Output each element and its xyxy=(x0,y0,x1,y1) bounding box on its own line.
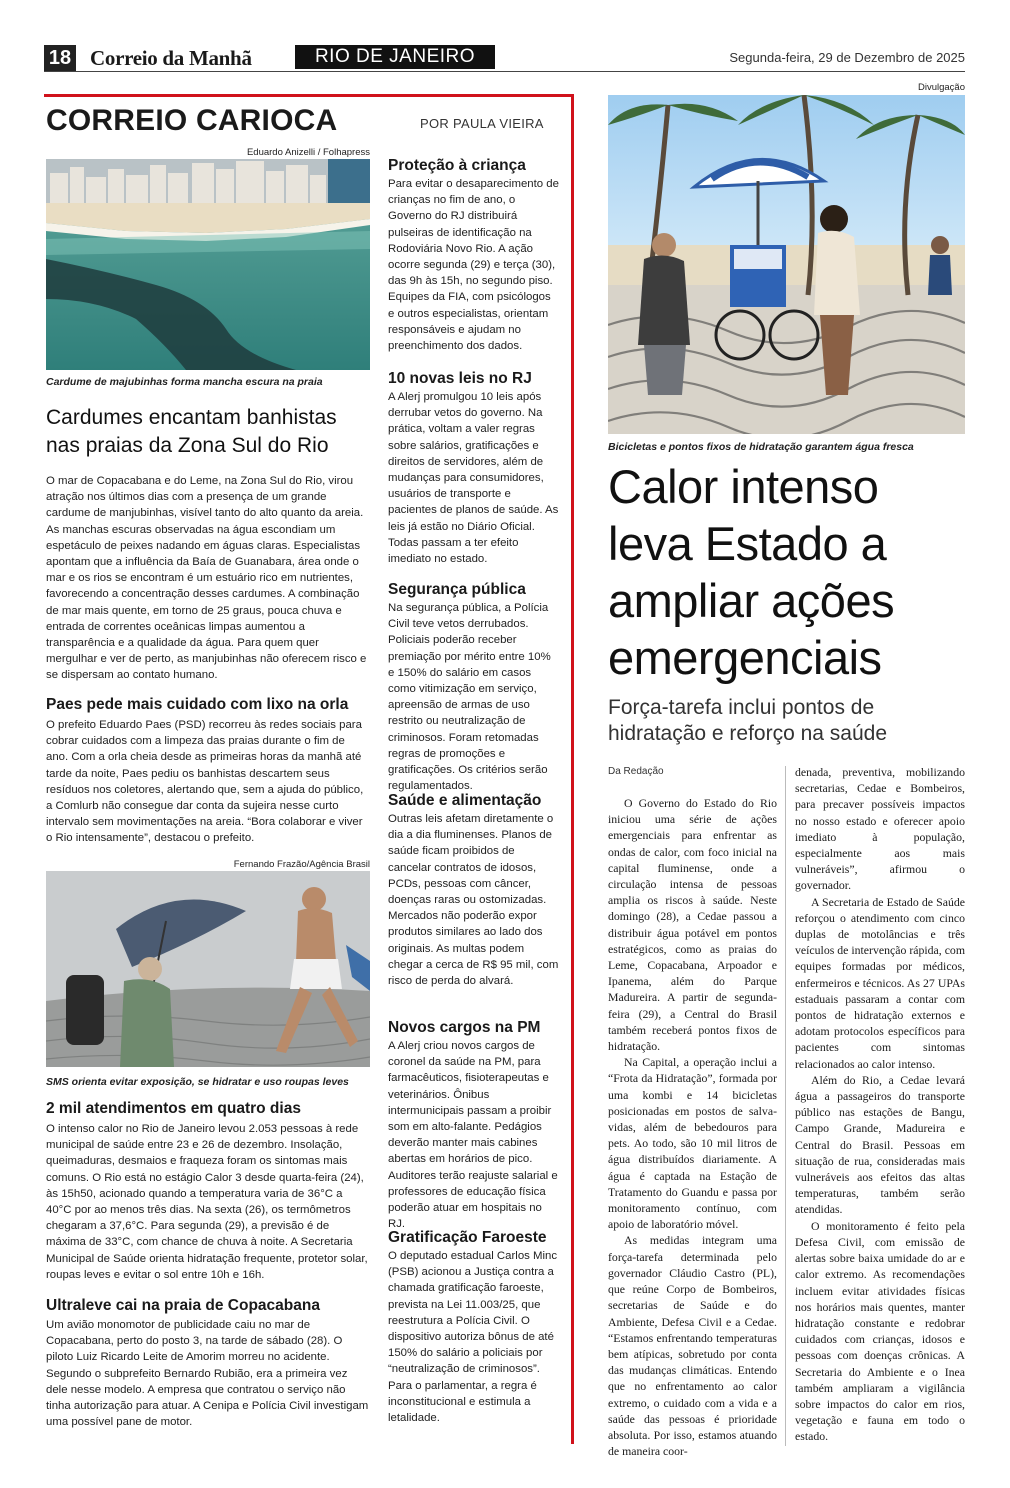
main-byline: Da Redação xyxy=(608,766,664,777)
note xyxy=(388,791,560,1018)
lead-body: O mar de Copacabana e do Leme, na Zona Sul do Rio, virou atração nos últimos dias com a presença de um grande cardume de manjubinhas, visível tanto do alto quanto da areia. As manchas escuras observadas na água escondiam um espetáculo de peixes nadando em águas claras. Especialistas apontam que a influência da Baía de Guanabara, área onde o mar e os rios se encontram é um estuário rico em nutrientes, favorecendo a concentração desses cardumes. A combinação de mar mais quente, em torno de 25 graus, pouca chuva e entrada de correntes oceânicas limpas aumentou a transparência e a qualidade da água. Para quem quer mergulhar e ver de perto, as manjubinhas não oferecem risco e se dispersam ao contato humano. xyxy=(46,475,367,682)
note xyxy=(388,156,560,369)
hydration-photo xyxy=(608,95,965,434)
note xyxy=(388,1228,560,1426)
note-title: Segurança pública xyxy=(388,581,526,598)
beach-aerial-photo xyxy=(46,159,370,370)
column-title: CORREIO CARIOCA xyxy=(46,104,338,137)
lead-headline-line1: Cardumes encantam banhistas xyxy=(46,406,337,429)
note xyxy=(388,1018,560,1231)
atendimentos-body: O intenso calor no Rio de Janeiro levou 2.053 pessoas à rede municipal de saúde entre 23 e 26 de dezembro. Insolação, queimaduras, desmaios e fraqueza foram os sintomas mais comuns. O Rio está no estágio Calor 3 desde quarta-feira (24), às 15h50, acionado quando a temperatura varia de 36°C a 40°C por ao menos três dias. Na sexta (26), os termômetros chegaram a 37,6°C. Para segunda (29), a previsão é de máxima de 33°C, com chance de chuva à noite. A Secretaria Municipal de Saúde orienta hidratação frequente, protetor solar, roupas leves e evitar o sol entre 10h e 16h. xyxy=(46,1123,368,1281)
column-side-rule xyxy=(571,94,574,1444)
photo2-caption: SMS orienta evitar exposição, se hidratar e uso roupas leves xyxy=(46,1076,349,1088)
main-body-col1 xyxy=(608,795,777,1459)
paragraph: A Secretaria de Estado de Saúde reforçou o atendimento com cinco duplas de motolâncias e três veículos de intervenção rápida, com equipes formadas por médicos, enfermeiros e técnicos. As 27 UPAs estaduais passaram a contar com pontos de hidratação externos e adotam protocolos específicos para pacientes com sintomas relacionados ao calor intenso. xyxy=(795,894,966,1071)
column-byline: POR PAULA VIEIRA xyxy=(420,116,544,131)
issue-date: Segunda-feira, 29 de Dezembro de 2025 xyxy=(729,50,965,65)
section-tag: RIO DE JANEIRO xyxy=(295,45,495,69)
umbrella-photo xyxy=(46,871,370,1067)
hydration-illustration xyxy=(608,95,965,434)
masthead-logo: Correio da Manhã xyxy=(90,46,252,70)
photo1-credit: Eduardo Anizelli / Folhapress xyxy=(246,147,370,158)
note-body: Outras leis afetam diretamente o dia a dia fluminenses. Planos de saúde ficam proibidos de cancelar contratos de idosos, PCDs, pessoas com câncer, doenças raras ou ostomizadas. Mercados não poderão expor produtos similares ao lado dos originais. As multas podem chegar a cerca de R$ 95 mil, com risco de perda do alvará. xyxy=(388,813,559,988)
main-headline: Calor intenso leva Estado a ampliar ações emergenciais xyxy=(608,460,895,684)
paragraph: Na Capital, a operação inclui a “Frota da Hidratação”, formada por uma kombi e 14 bicicletas posicionadas em postos de salva-vidas, além de bebedouros para pets. Ao todo, são 10 mil litros de água distribuídos diariamente. A água é captada na Estação de Tratamento do Guandu e passa por monitoramento contínuo, com apoio de laboratório móvel. xyxy=(608,1055,777,1232)
atendimentos-title: 2 mil atendimentos em quatro dias xyxy=(46,1100,301,1117)
photo2-credit: Fernando Frazão/Agência Brasil xyxy=(233,859,370,870)
note-body: O deputado estadual Carlos Minc (PSB) acionou a Justiça contra a chamada gratificação faroeste, prevista na Lei 11.003/25, que reestrutura a Polícia Civil. O dispositivo autoriza bônus de até 150% do salário a policiais por “neutralização de criminosos”. Para o parlamentar, a regra é inconstitucional e estimula a letalidade. xyxy=(388,1250,558,1425)
note-title: Novos cargos na PM xyxy=(388,1019,541,1036)
notes-column xyxy=(388,156,560,1426)
note xyxy=(388,580,560,791)
note xyxy=(388,369,560,580)
ultraleve-body: Um avião monomotor de publicidade caiu no mar de Copacabana, perto do posto 3, na tarde de sábado (28). O piloto Luiz Ricardo Leite de Amorim morreu no acidente. Segundo o subprefeito Bernardo Rubião, era a primeira vez dele nesse modelo. A empresa que contratou o serviço não tinha autorização para atuar. A Cenipa e Polícia Civil investigam uma possível pane de motor. xyxy=(46,1319,369,1429)
note-title: Proteção à criança xyxy=(388,157,526,174)
page-number: 18 xyxy=(44,45,76,71)
paes-body: O prefeito Eduardo Paes (PSD) recorreu às redes sociais para cobrar cuidados com a limpeza das praias durante o fim de ano. Com a orla cheia desde as primeiras horas da manhã até tarde da noite, Paes pediu os banhistas descartem seus resíduos nos coletores, alertando que, sem a ajuda do público, a Comlurb não consegue dar conta da sujeira nesse curto intervalo sem movimentações na areia. “Bora colaborar e viver o Rio intensamente”, destacou o prefeito. xyxy=(46,719,364,845)
umbrella-illustration xyxy=(46,871,370,1067)
main-body-col2 xyxy=(795,764,965,1445)
paragraph: denada, preventiva, mobilizando secretarias, Cedae e Bombeiros, para precaver possíveis impactos no nosso estado e oferecer apoio imediato à população, especialmente aos mais vulneráveis”, afirmou o governador. xyxy=(795,765,965,893)
main-photo-credit: Divulgação xyxy=(918,82,965,93)
main-photo-caption: Bicicletas e pontos fixos de hidratação garantem água fresca xyxy=(608,441,914,453)
paragraph: O monitoramento é feito pela Defesa Civil, com emissão de alertas sobre baixa umidade do ar e calor extremo. As recomendações incluem evitar atividades físicas nos horários mais quentes, manter hidratação constante e redobrar cuidados com crianças, idosos e pessoas com doenças crônicas. A Secretaria do Ambiente e o Inea também ampliaram a vigilância sobre impactos do calor em rios, vegetação e fauna em todo o estado. xyxy=(795,1218,965,1444)
paragraph: As medidas integram uma força-tarefa determinada pelo governador Cláudio Castro (PL), que reúne Corpo de Bombeiros, secretarias de Saúde e do Ambiente, Defesa Civil e a Cedae. “Estamos enfrentando temperaturas bem atípicas, sobretudo por conta das mudanças climáticas. Entendo que no enfrentamento ao calor extremo, o cuidado com a vida e a saúde das pessoas é prioridade absoluta. Por isso, estamos atuando de maneira coor- xyxy=(608,1233,777,1459)
paragraph: Além do Rio, a Cedae levará água a passageiros do transporte público nas estações de Bangu, Campo Grande, Madureira e Central do Brasil. Pessoas em situação de rua, consideradas mais vulneráveis aos efeitos das altas temperaturas, também serão atendidas. xyxy=(795,1072,965,1217)
beach-aerial-illustration xyxy=(46,159,370,370)
note-title: Gratificação Faroeste xyxy=(388,1229,547,1246)
column-top-rule xyxy=(44,94,574,97)
lead-headline xyxy=(46,404,376,460)
paragraph: O Governo do Estado do Rio iniciou uma série de ações emergenciais para enfrentar as ondas de calor, com foco inicial na capital fluminense, onde a circulação intensa de pessoas amplia os riscos à saúde. Neste domingo (28), a Cedae passou a distribuir água potável em pontos estratégicos, como as praias do Leme, Copacabana, Arpoador e Ipanema, além do Parque Madureira. A partir de segunda-feira (29), a Central do Brasil também receberá pontos fixos de hidratação. xyxy=(608,796,777,1054)
ultraleve-title: Ultraleve cai na praia de Copacabana xyxy=(46,1297,320,1314)
note-title: Saúde e alimentação xyxy=(388,792,542,809)
paes-title: Paes pede mais cuidado com lixo na orla xyxy=(46,696,349,713)
photo1-caption: Cardume de majubinhas forma mancha escura na praia xyxy=(46,376,323,388)
lead-headline-line2: nas praias da Zona Sul do Rio xyxy=(46,434,329,457)
note-body: A Alerj promulgou 10 leis após derrubar vetos do governo. Na prática, voltam a valer regras sobre salários, gratificações e direitos de servidores, além de mudanças para consumidores, usuários de transporte e pacientes de planos de saúde. As leis já estão no Diário Oficial. Todas passam a ter efeito imediato no estado. xyxy=(388,391,559,566)
note-body: A Alerj criou novos cargos de coronel da saúde na PM, para farmacêuticos, fisioterapeutas e veterinários. Ônibus intermunicipais passam a proibir som em alto-falante. Pedágios deverão manter mais cabines abertas em horários de pico. Auditores terão reajuste salarial e professores de educação física poderão atuar em hospitais no RJ. xyxy=(388,1040,558,1231)
note-body: Para evitar o desaparecimento de crianças no fim de ano, o Governo do RJ distribuirá pulseiras de identificação na Rodoviária Novo Rio. A ação ocorre segunda (29) e terça (30), das 9h às 15h, no segundo piso. Equipes da FIA, com psicólogos e outros especialistas, orientam responsáveis e ajudam no preenchimento dos dados. xyxy=(388,178,559,353)
column-divider xyxy=(785,766,786,1446)
note-title: 10 novas leis no RJ xyxy=(388,370,532,387)
main-dek: Força-tarefa inclui pontos de hidratação e reforço na saúde xyxy=(608,696,888,745)
note-body: Na segurança pública, a Polícia Civil teve vetos derrubados. Policiais poderão receber premiação por mérito entre 10% e 150% do salário em casos como vitimização em serviço, apreensão de armas de uso restrito ou neutralização de criminosos. Foram retomadas regras de promoções e gratificações. Os critérios serão regulamentados. xyxy=(388,602,551,793)
header-rule xyxy=(44,71,965,72)
